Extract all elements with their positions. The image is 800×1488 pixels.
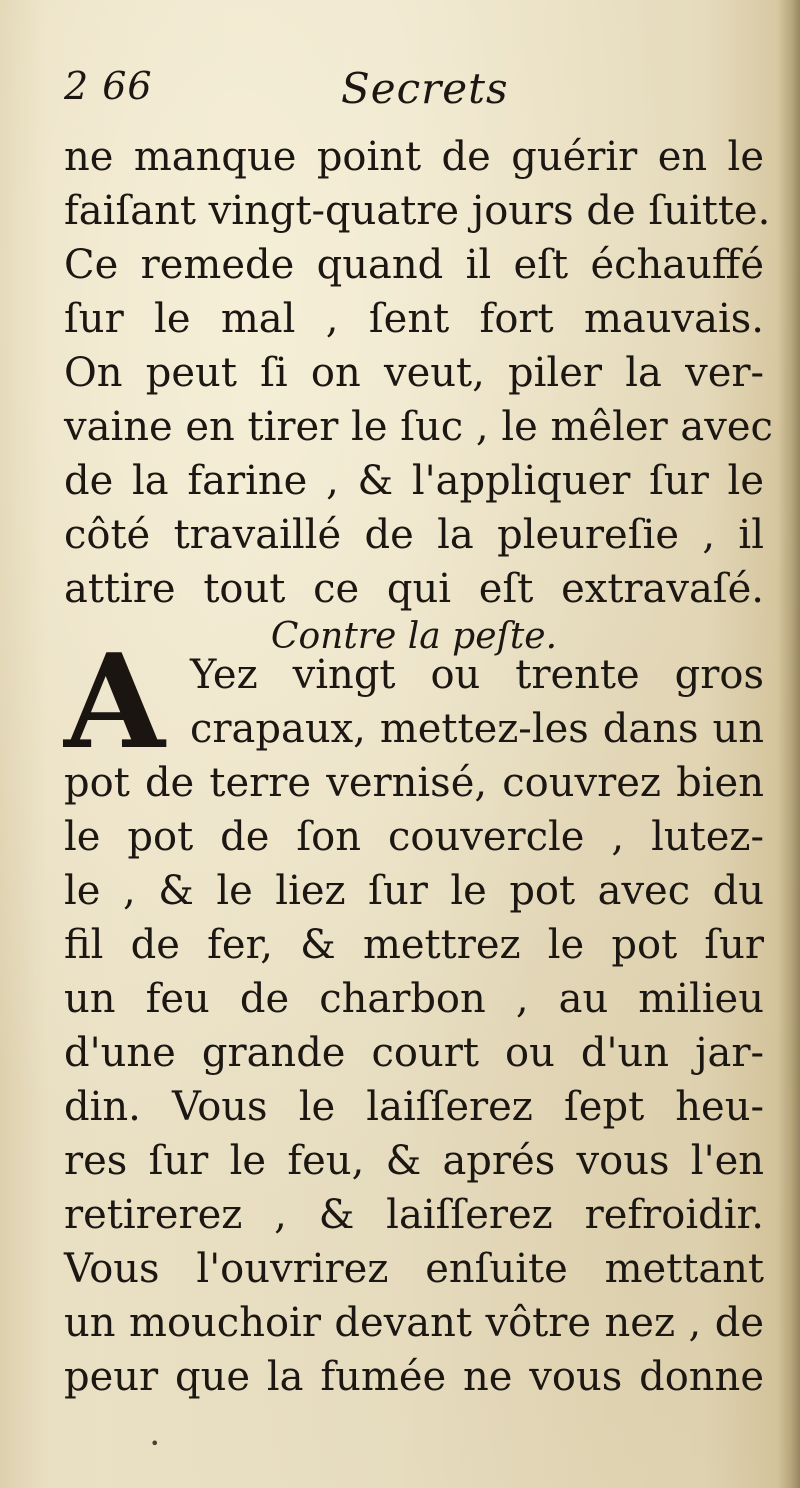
text-line: fil de fer, & mettrez le pot ſur <box>64 922 764 968</box>
page-gutter-shadow <box>778 0 800 1488</box>
text-line: un feu de charbon , au milieu <box>64 976 764 1022</box>
text-line: pot de terre vernisé, couvrez bien <box>64 760 764 806</box>
page-header <box>64 64 764 113</box>
text-block <box>64 130 773 1400</box>
section-heading: Contre la peſte. <box>270 616 558 657</box>
text-line: Yez vingt ou trente gros <box>190 652 764 698</box>
text-line: Ce remede quand il eſt échauffé <box>64 242 764 288</box>
text-line: din. Vous le laiſſerez ſept heu- <box>64 1084 764 1130</box>
text-line: On peut ſi on veut, piler la ver- <box>64 350 764 396</box>
text-line: Vous l'ouvrirez enſuite mettant <box>64 1246 764 1292</box>
drop-cap: A <box>64 625 165 778</box>
ink-speck: • <box>150 1434 160 1453</box>
text-line: retirerez , & laiſſerez refroidir. <box>64 1192 764 1238</box>
text-line: ſur le mal , ſent fort mauvais. <box>64 296 764 342</box>
text-line: crapaux, mettez-les dans un <box>190 706 764 752</box>
text-line: un mouchoir devant vôtre nez , de <box>64 1300 764 1346</box>
text-line: faiſant vingt-quatre jours de ſuitte. <box>64 188 771 234</box>
text-line: ne manque point de guérir en le <box>64 134 764 180</box>
running-title: Secrets <box>341 64 509 113</box>
text-line: res ſur le feu, & aprés vous l'en <box>64 1138 764 1184</box>
paragraph-remede <box>64 130 773 616</box>
text-line: de la farine , & l'appliquer ſur le <box>64 458 764 504</box>
text-line: vaine en tirer le ſuc , le mêler avec <box>64 404 773 450</box>
text-line: le , & le liez ſur le pot avec du <box>64 868 764 914</box>
text-line: d'une grande court ou d'un jar- <box>64 1030 764 1076</box>
text-line: côté travaillé de la pleureſie , il <box>64 512 764 558</box>
text-line: le pot de ſon couvercle , lutez- <box>64 814 764 860</box>
text-line: attire tout ce qui eſt extravaſé. <box>64 566 764 612</box>
page-number: 2 66 <box>64 64 153 108</box>
text-line: peur que la fumée ne vous donne <box>64 1354 764 1400</box>
